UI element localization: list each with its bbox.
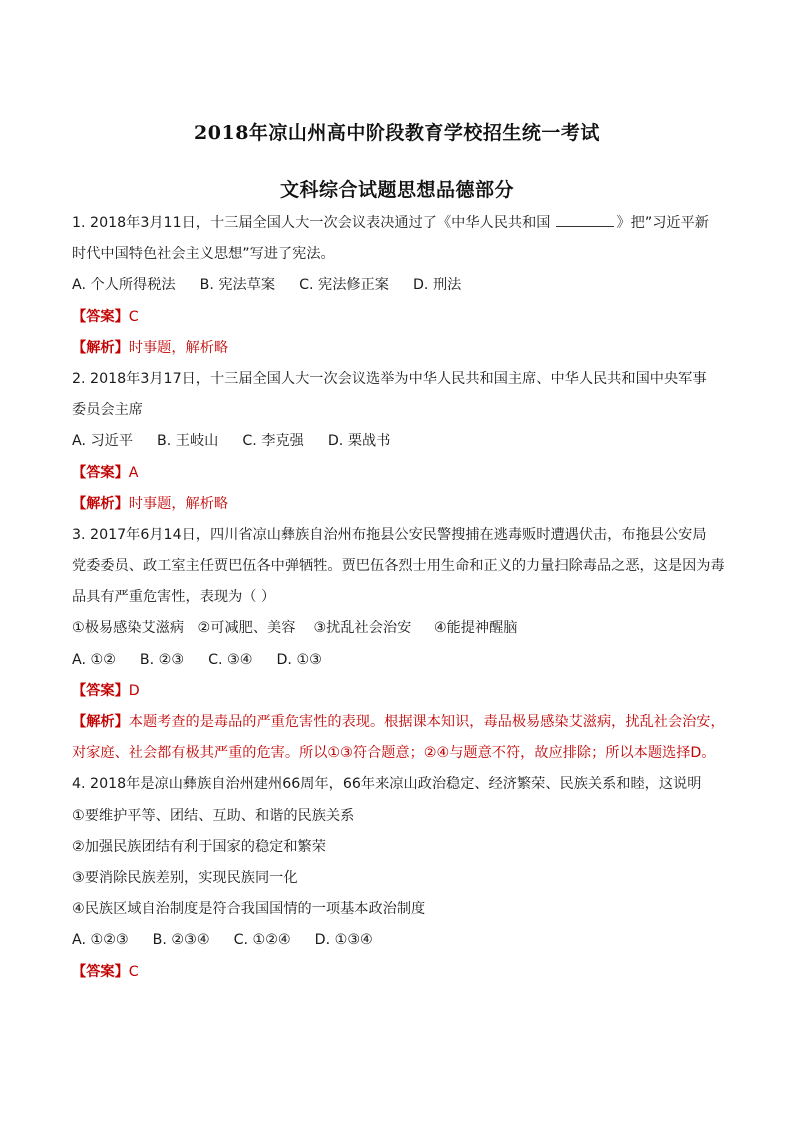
- option-d: D. ①③④: [314, 932, 373, 949]
- analysis-tag: 【解析】: [72, 339, 129, 356]
- answer-value: C: [128, 308, 139, 325]
- option-a: A. ①②③: [72, 932, 129, 949]
- option-b: B. ②③: [139, 651, 185, 668]
- option-c: C. 宪法修正案: [299, 277, 389, 294]
- question-3-line-2: 党委委员、政工室主任贾巴伍各中弹牺牲。贾巴伍各烈士用生命和正义的力量扫除毒品之恶，这是因为毒: [72, 558, 725, 575]
- answer-tag: 【答案】: [72, 464, 129, 481]
- question-1-answer: [72, 302, 722, 333]
- analysis-tag: 【解析】: [72, 714, 129, 730]
- question-2-line-1: 2. 2018年3月17日，十三届全国人大一次会议选举为中华人民共和国主席、中华人民共和国中央军事: [72, 370, 707, 387]
- analysis-text: 时事题，解析略: [128, 339, 229, 356]
- question-3-line-3: 品具有严重危害性，表现为（ ）: [72, 589, 276, 606]
- question-2-answer: [72, 458, 722, 489]
- question-3-answer: [72, 676, 722, 707]
- option-c: C. 李克强: [242, 433, 304, 450]
- answer-tag: 【答案】: [72, 682, 129, 699]
- question-4-answer: [72, 957, 722, 988]
- question-1-line-1: [72, 208, 722, 239]
- question-2-line-2: 委员会主席: [72, 402, 143, 419]
- option-d: D. 栗战书: [327, 433, 391, 450]
- question-1-text-b: 》把”习近平新: [616, 215, 709, 231]
- answer-tag: 【答案】: [72, 963, 129, 980]
- question-1-line-2: 时代中国特色社会主义思想”写进了宪法。: [72, 246, 335, 263]
- exam-content: [72, 208, 725, 988]
- question-1-text-a: 1. 2018年3月11日，十三届全国人大一次会议表决通过了《中华人民共和国: [72, 215, 551, 231]
- answer-value: C: [128, 963, 139, 980]
- option-a: A. ①②: [72, 651, 116, 668]
- option-d: D. 刑法: [413, 277, 462, 294]
- answer-value: D: [128, 682, 140, 699]
- option-b: B. 王岐山: [157, 433, 219, 450]
- question-1-options: [72, 270, 722, 301]
- question-3-statements: ①极易感染艾滋病 ②可减肥、美容 ③扰乱社会治安 ④能提神醒脑: [72, 620, 518, 637]
- fill-blank: [556, 212, 614, 227]
- option-b: B. ②③④: [152, 932, 210, 949]
- question-4-options: [72, 925, 722, 956]
- question-3-analysis-1: [72, 707, 725, 738]
- answer-tag: 【答案】: [72, 308, 129, 325]
- option-a: A. 习近平: [72, 433, 134, 450]
- option-c: C. ①②④: [233, 932, 291, 949]
- analysis-text: 本题考查的是毒品的严重危害性的表现。根据课本知识，毒品极易感染艾滋病，扰乱社会治安，: [128, 714, 725, 730]
- question-3-options: [72, 645, 722, 676]
- exam-title: 2018年凉山州高中阶段教育学校招生统一考试: [194, 122, 600, 144]
- answer-value: A: [128, 464, 139, 481]
- question-3-line-1: 3. 2017年6月14日，四川省凉山彝族自治州布拖县公安民警搜捕在逃毒贩时遭遇伏击，布拖县公安局: [72, 526, 707, 543]
- analysis-tag: 【解析】: [72, 495, 129, 512]
- question-4-statement-3: ③要消除民族差别，实现民族同一化: [72, 869, 298, 886]
- question-2-analysis: [72, 489, 722, 520]
- question-4-statement-4: ④民族区域自治制度是符合我国国情的一项基本政治制度: [72, 901, 426, 918]
- option-d: D. ①③: [276, 651, 322, 668]
- question-4-statement-1: ①要维护平等、团结、互助、和谐的民族关系: [72, 807, 355, 824]
- option-a: A. 个人所得税法: [72, 277, 176, 294]
- question-3-analysis-2: 对家庭、社会都有极其严重的危害。所以①③符合题意；②④与题意不符，故应排除；所以本题选择D。: [72, 745, 716, 762]
- analysis-text: 时事题，解析略: [128, 495, 229, 512]
- question-4-statement-2: ②加强民族团结有利于国家的稳定和繁荣: [72, 838, 326, 855]
- option-c: C. ③④: [208, 651, 253, 668]
- question-1-analysis: [72, 333, 722, 364]
- exam-subtitle: 文科综合试题思想品德部分: [279, 179, 514, 201]
- option-b: B. 宪法草案: [199, 277, 276, 294]
- question-2-options: [72, 426, 722, 457]
- question-4-line-1: 4. 2018年是凉山彝族自治州建州66周年，66年来凉山政治稳定、经济繁荣、民族关系和睦，这说明: [72, 776, 702, 793]
